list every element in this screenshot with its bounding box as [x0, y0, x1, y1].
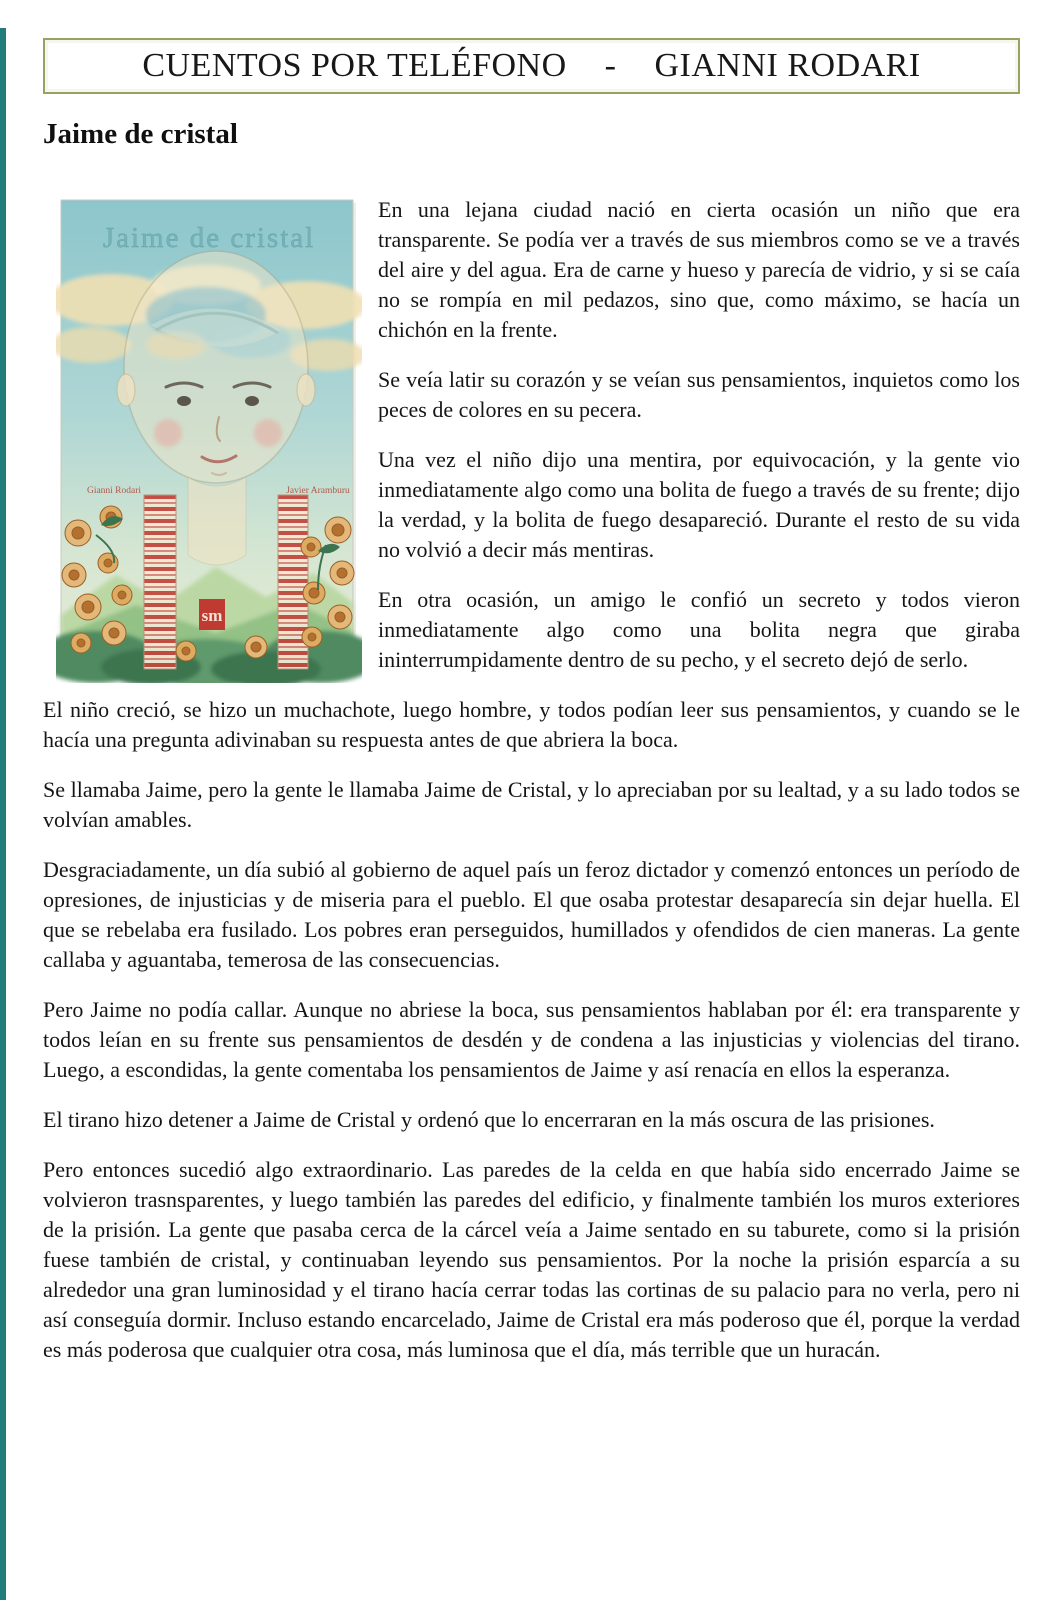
story-paragraph-1: En una lejana ciudad nació en cierta ocasión un niño que era transparente. Se podía ver a través de sus miembros como se ve a través del aire y del agua. Era de carne y hueso y parecía de vidrio, y si se caía no se rompía en mil pedazos, sino que, como máximo, se hacía un chichón en la frente. [378, 197, 1020, 342]
story-paragraph-10: Pero entonces sucedió algo extraordinario. Las paredes de la celda en que había sido encerrado Jaime se volvieron trasnsparentes, y luego también las paredes del edificio, y finalmente también los muros exteriores de la prisión. La gente que pasaba cerca de la cárcel veía a Jaime sentado en su taburete, como si la prisión fuese también de cristal, y continuaban leyendo sus pensamientos. Por la noche la prisión esparcía a su alrededor una gran luminosidad y el tirano hacía cerrar todas las cortinas de su palacio para no verla, pero ni así conseguía dormir. Incluso estando encarcelado, Jaime de Cristal era más poderoso que él, porque la verdad es más poderosa que cualquier otra cosa, más luminosa que el día, más terrible que un huracán. [43, 1157, 1020, 1362]
story-paragraph-6: Se llamaba Jaime, pero la gente le llamaba Jaime de Cristal, y lo apreciaban por su lealtad, y a su lado todos se volvían amables. [43, 777, 1020, 832]
book-cover-image [56, 195, 362, 683]
header-series-title: CUENTOS POR TELÉFONO [142, 47, 567, 84]
story-paragraph-3: Una vez el niño dijo una mentira, por equivocación, y la gente vio inmediatamente algo como una bolita de fuego a través de su frente; dijo la verdad, y la bolita de fuego desapareció. Durante el resto de su vida no volvió a decir más mentiras. [378, 447, 1020, 562]
header-author-name: GIANNI RODARI [654, 47, 921, 84]
story-body [43, 195, 1020, 1365]
sm-publisher-logo [199, 599, 225, 630]
story-title: Jaime de cristal [43, 118, 238, 150]
cover-title-text: Jaime de cristal [102, 222, 316, 254]
cover-author-right: Javier Aramburu [286, 486, 350, 496]
story-paragraph-2: Se veía latir su corazón y se veían sus pensamientos, inquietos como los peces de colores en su pecera. [378, 367, 1020, 422]
story-paragraph-8: Pero Jaime no podía callar. Aunque no abriese la boca, sus pensamientos hablaban por él: era transparente y todos leían en su frente sus pensamientos de desdén y de condena a las injusticias y violencias del tirano. Luego, a escondidas, la gente comentaba los pensamientos de Jaime y así renacía en ellos la esperanza. [43, 997, 1020, 1082]
story-paragraph-4: En otra ocasión, un amigo le confió un secreto y todos vieron inmediatamente algo como una bolita negra que giraba ininterrumpidamente dentro de su pecho, y el secreto dejó de serlo. [378, 587, 1020, 672]
header-separator-dash: - [604, 47, 617, 84]
story-paragraph-5: El niño creció, se hizo un muchachote, luego hombre, y todos podían leer sus pensamientos, y cuando se le hacía una pregunta adivinaban su respuesta antes de que abriera la boca. [43, 697, 1020, 752]
header-title-box [43, 38, 1020, 94]
sm-logo-text: sm [201, 606, 223, 625]
story-paragraph-7: Desgraciadamente, un día subió al gobierno de aquel país un feroz dictador y comenzó entonces un período de opresiones, de injusticias y de miseria para el pueblo. El que osaba protestar desaparecía sin dejar huella. El que se rebelaba era fusilado. Los pobres eran perseguidos, humillados y ofendidos de cien maneras. La gente callaba y aguantaba, temerosa de las consecuencias. [43, 857, 1020, 972]
story-paragraph-9: El tirano hizo detener a Jaime de Cristal y ordenó que lo encerraran en la más oscura de las prisiones. [43, 1107, 935, 1132]
cover-author-left: Gianni Rodari [86, 486, 142, 496]
book-cover-illustration [56, 195, 362, 683]
